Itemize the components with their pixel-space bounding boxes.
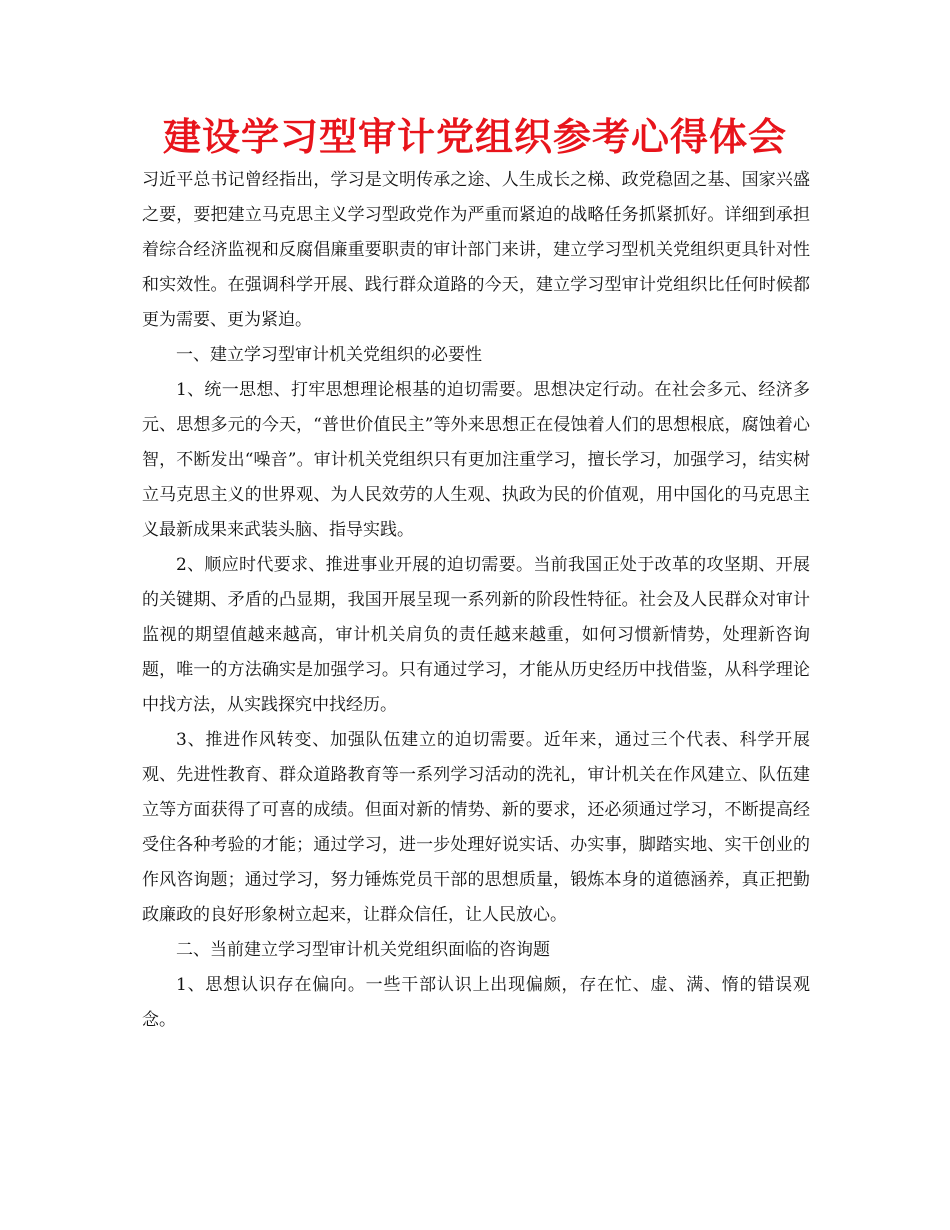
document-body — [142, 163, 810, 1038]
paragraph-item-2-1: 1、思想认识存在偏向。一些干部认识上出现偏颇，存在忙、虚、满、惰的错误观念。 — [142, 975, 810, 1030]
paragraph-intro: 习近平总书记曾经指出，学习是文明传承之途、人生成长之梯、政党稳固之基、国家兴盛之要，要把建立马克思主义学习型政党作为严重而紧迫的战略任务抓紧抓好。详细到承担着综合经济监视和反腐倡廉重要职责的审计部门来讲，建立学习型机关党组织更具针对性和实效性。在强调科学开展、践行群众道路的今天，建立学习型审计党组织比任何时候都更为需要、更为紧迫。 — [142, 170, 810, 330]
section-heading-1: 一、建立学习型审计机关党组织的必要性 — [176, 345, 482, 365]
paragraph-item-1-3: 3、推进作风转变、加强队伍建立的迫切需要。近年来，通过三个代表、科学开展观、先进性教育、群众道路教育等一系列学习活动的洗礼，审计机关在作风建立、队伍建立等方面获得了可喜的成绩。但面对新的情势、新的要求，还必须通过学习，不断提高经受住各种考验的才能；通过学习，进一步处理好说实话、办实事，脚踏实地、实干创业的作风咨询题；通过学习，努力锤炼党员干部的思想质量，锻炼本身的道德涵养，真正把勤政廉政的良好形象树立起来，让群众信任，让人民放心。 — [142, 730, 810, 925]
paragraph-item-1-1: 1、统一思想、打牢思想理论根基的迫切需要。思想决定行动。在社会多元、经济多元、思想多元的今天，“普世价值民主”等外来思想正在侵蚀着人们的思想根底，腐蚀着心智，不断发出“噪音”。审计机关党组织只有更加注重学习，擅长学习，加强学习，结实树立马克思主义的世界观、为人民效劳的人生观、执政为民的价值观，用中国化的马克思主义最新成果来武装头脑、指导实践。 — [142, 380, 810, 540]
document-title: 建设学习型审计党组织参考心得体会 — [162, 115, 787, 159]
paragraph-item-1-2: 2、顺应时代要求、推进事业开展的迫切需要。当前我国正处于改革的攻坚期、开展的关键期、矛盾的凸显期，我国开展呈现一系列新的阶段性特征。社会及人民群众对审计监视的期望值越来越高，审计机关肩负的责任越来越重，如何习惯新情势，处理新咨询题，唯一的方法确实是加强学习。只有通过学习，才能从历史经历中找借鉴，从科学理论中找方法，从实践探究中找经历。 — [142, 555, 810, 715]
section-heading-2: 二、当前建立学习型审计机关党组织面临的咨询题 — [176, 940, 550, 960]
